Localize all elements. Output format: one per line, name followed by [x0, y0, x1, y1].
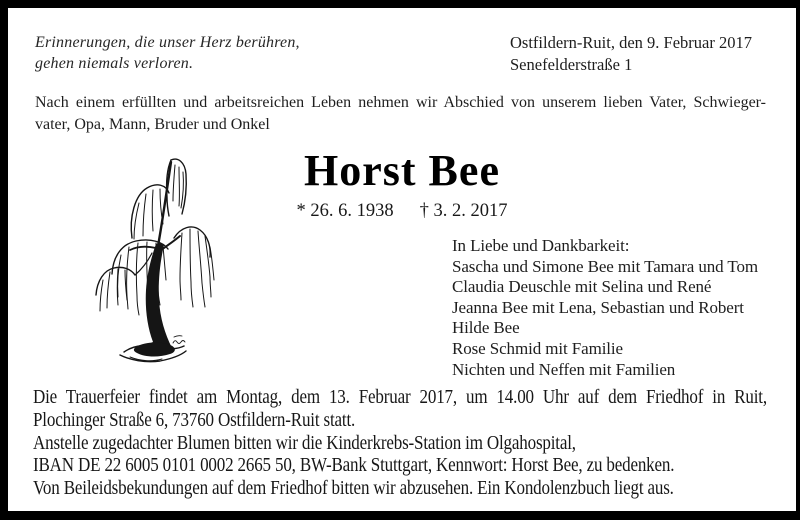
mourner-line: Rose Schmid mit Familie: [452, 338, 624, 358]
epigraph-line-1: Erinnerungen, die unser Herz berühren,: [35, 34, 300, 51]
funeral-details: [33, 386, 767, 500]
intro-line-1: Nach einem erfüllten und arbeitsreichen Leben nehmen wir Abschied von unserem lieben Vater, Schwieger-: [35, 94, 766, 111]
deceased-name: Horst Bee: [304, 146, 500, 195]
dateline-street: Senefelderstraße 1: [510, 54, 633, 74]
intro-line-2: vater, Opa, Mann, Bruder und Onkel: [35, 116, 270, 133]
paper: [8, 8, 796, 511]
intro-paragraph: [35, 92, 766, 136]
mourner-line: Jeanna Bee mit Lena, Sebastian und Robert: [452, 297, 744, 317]
mourner-line: Nichten und Neffen mit Familien: [452, 359, 676, 379]
birth-date: * 26. 6. 1938: [296, 201, 394, 221]
mourner-line: Claudia Deuschle mit Selina und René: [452, 277, 712, 297]
epigraph-line-2: gehen niemals verloren.: [35, 55, 194, 72]
funeral-line-donation: Anstelle zugedachter Blumen bitten wir die Kinderkrebs-Station im Olgahospital,: [33, 431, 576, 454]
death-date: † 3. 2. 2017: [419, 201, 508, 221]
epigraph: [35, 32, 300, 74]
funeral-line-condolence: Von Beileidsbekundungen auf dem Friedhof bitten wir abzusehen. Ein Kondolenzbuch liegt aus.: [33, 477, 674, 500]
funeral-line-ceremony: Die Trauerfeier findet am Montag, dem 13. Februar 2017, um 14.00 Uhr auf dem Friedhof in Ruit,: [33, 386, 767, 408]
dateline: [510, 32, 752, 75]
funeral-line-address: Plochinger Straße 6, 73760 Ostfildern-Ruit statt.: [33, 408, 356, 431]
weeping-willow-sketch-icon: [90, 156, 216, 364]
dateline-place-date: Ostfildern-Ruit, den 9. Februar 2017: [510, 33, 752, 52]
mourners-heading: In Liebe und Dankbarkeit:: [452, 236, 630, 255]
funeral-line-iban: IBAN DE 22 6005 0101 0002 2665 50, BW-Bank Stuttgart, Kennwort: Horst Bee, zu bedenken.: [33, 454, 675, 477]
mourner-line: Hilde Bee: [452, 318, 520, 338]
mourners-block: [452, 236, 758, 380]
mourner-line: Sascha und Simone Bee mit Tamara und Tom: [452, 256, 759, 276]
